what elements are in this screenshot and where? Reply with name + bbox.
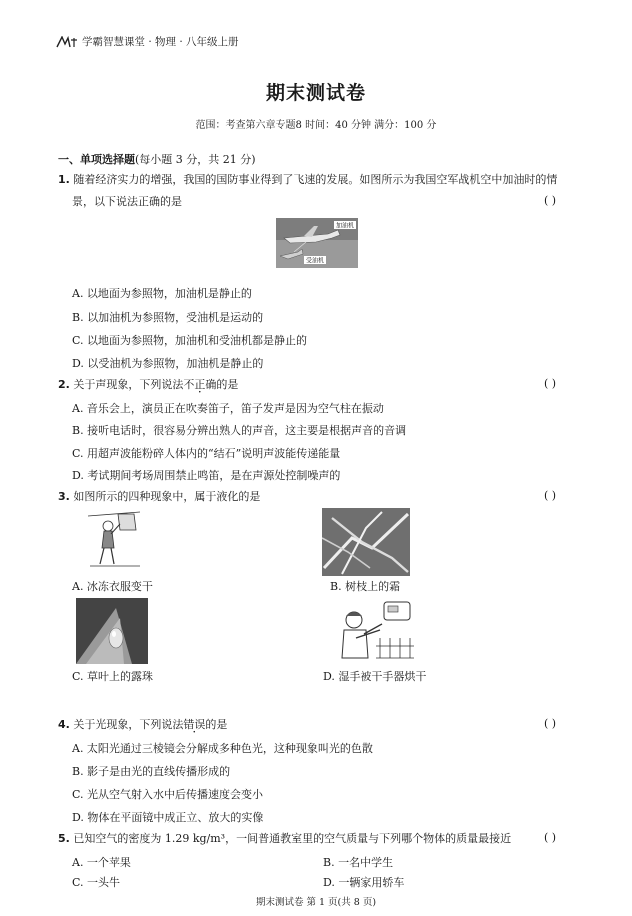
option-c[interactable]: C. 以地面为参照物，加油机和受油机都是静止的 (72, 334, 308, 347)
emphasis-text: 不正确 (183, 378, 217, 391)
option-d[interactable]: D. 物体在平面镜中成正立、放大的实像 (72, 811, 264, 824)
section-label: 一、单项选择题 (58, 153, 135, 166)
option-a[interactable]: A. 太阳光通过三棱镜会分解成多种色光，这种现象叫光的色散 (72, 742, 373, 755)
option-b[interactable]: B. 树枝上的霜 (330, 580, 401, 593)
option-c[interactable]: C. 草叶上的露珠 (72, 670, 154, 683)
header-text: 学霸智慧课堂 · 物理 · 八年级上册 (82, 36, 239, 48)
option-c[interactable]: C. 光从空气射入水中后传播速度会变小 (72, 788, 264, 801)
exam-meta: 范围：考查第六章专题8 时间：40 分钟 满分：100 分 (195, 120, 437, 131)
section-heading (58, 151, 256, 167)
option-b[interactable]: B. 一名中学生 (323, 856, 394, 869)
option-c[interactable]: C. 用超声波能粉碎人体内的“结石”说明声波能传递能量 (72, 447, 341, 460)
question-number: 3. (58, 490, 70, 503)
hand-dryer-image (336, 598, 416, 664)
question-number: 2. (58, 378, 70, 391)
question-text-pre: 关于光现象，下列说法 (73, 718, 184, 731)
option-d[interactable]: D. 湿手被干手器烘干 (323, 670, 427, 683)
receiver-label: 受油机 (305, 257, 325, 265)
answer-paren: ( ) (544, 377, 557, 390)
brand-logo-icon (56, 36, 78, 48)
option-b[interactable]: B. 接听电话时，很容易分辨出熟人的声音，这主要是根据声音的音调 (72, 424, 407, 437)
question-1-stem (58, 172, 578, 188)
answer-paren: ( ) (544, 831, 557, 844)
answer-paren: ( ) (544, 489, 557, 502)
question-5-stem (58, 831, 538, 847)
question-number: 5. (58, 832, 70, 845)
option-d[interactable]: D. 考试期间考场周围禁止鸣笛，是在声源处控制噪声的 (72, 469, 341, 482)
frozen-clothes-image (84, 508, 144, 572)
page-title: 期末测试卷 (265, 82, 366, 104)
option-b[interactable]: B. 以加油机为参照物，受油机是运动的 (72, 311, 264, 324)
tanker-label: 加油机 (335, 222, 355, 230)
answer-paren: ( ) (544, 717, 557, 730)
question-number: 4. (58, 718, 70, 731)
option-c[interactable] (72, 874, 120, 890)
page-footer: 期末测试卷 第 1 页(共 8 页) (255, 897, 377, 908)
aerial-refueling-image (276, 218, 358, 268)
question-text-post: 的是 (205, 718, 228, 731)
question-4-stem (58, 717, 227, 733)
option-a[interactable]: A. 一个苹果 (72, 856, 131, 869)
option-d[interactable]: D. 以受油机为参照物，加油机是静止的 (72, 357, 264, 370)
question-number: 1. (58, 173, 70, 186)
option-a[interactable]: A. 音乐会上，演员正在吹奏笛子，笛子发声是因为空气柱在振动 (72, 402, 384, 415)
question-2-stem (58, 377, 238, 393)
option-c-text: C. 一头牛 (72, 876, 121, 889)
question-text: 已知空气的密度为 1.29 kg/m³，一间普通教室里的空气质量与下列哪个物体的质量最接近 (73, 832, 512, 845)
running-header (56, 34, 239, 49)
frost-branches-image (322, 508, 410, 576)
option-d-text: D. 一辆家用轿车 (323, 876, 405, 889)
answer-paren: ( ) (544, 194, 557, 207)
option-a[interactable]: A. 冰冻衣服变干 (72, 580, 153, 593)
question-text: 如图所示的四种现象中，属于液化的是 (73, 490, 261, 503)
option-a[interactable]: A. 以地面为参照物，加油机是静止的 (72, 287, 252, 300)
question-3-stem (58, 489, 260, 505)
question-text: 随着经济实力的增强，我国的国防事业得到了飞速的发展。如图所示为我国空军战机空中加油时的情 (73, 173, 558, 186)
emphasis-text: 错误 (183, 718, 206, 731)
option-d[interactable] (323, 874, 404, 890)
question-text-pre: 关于声现象，下列说法 (73, 378, 184, 391)
option-b[interactable]: B. 影子是由光的直线传播形成的 (72, 765, 231, 778)
section-note: (每小题 3 分，共 21 分) (135, 153, 256, 166)
dew-drop-image (76, 598, 148, 664)
question-1-stem-cont: 景，以下说法正确的是 (72, 195, 182, 208)
question-text-post: 的是 (216, 378, 239, 391)
